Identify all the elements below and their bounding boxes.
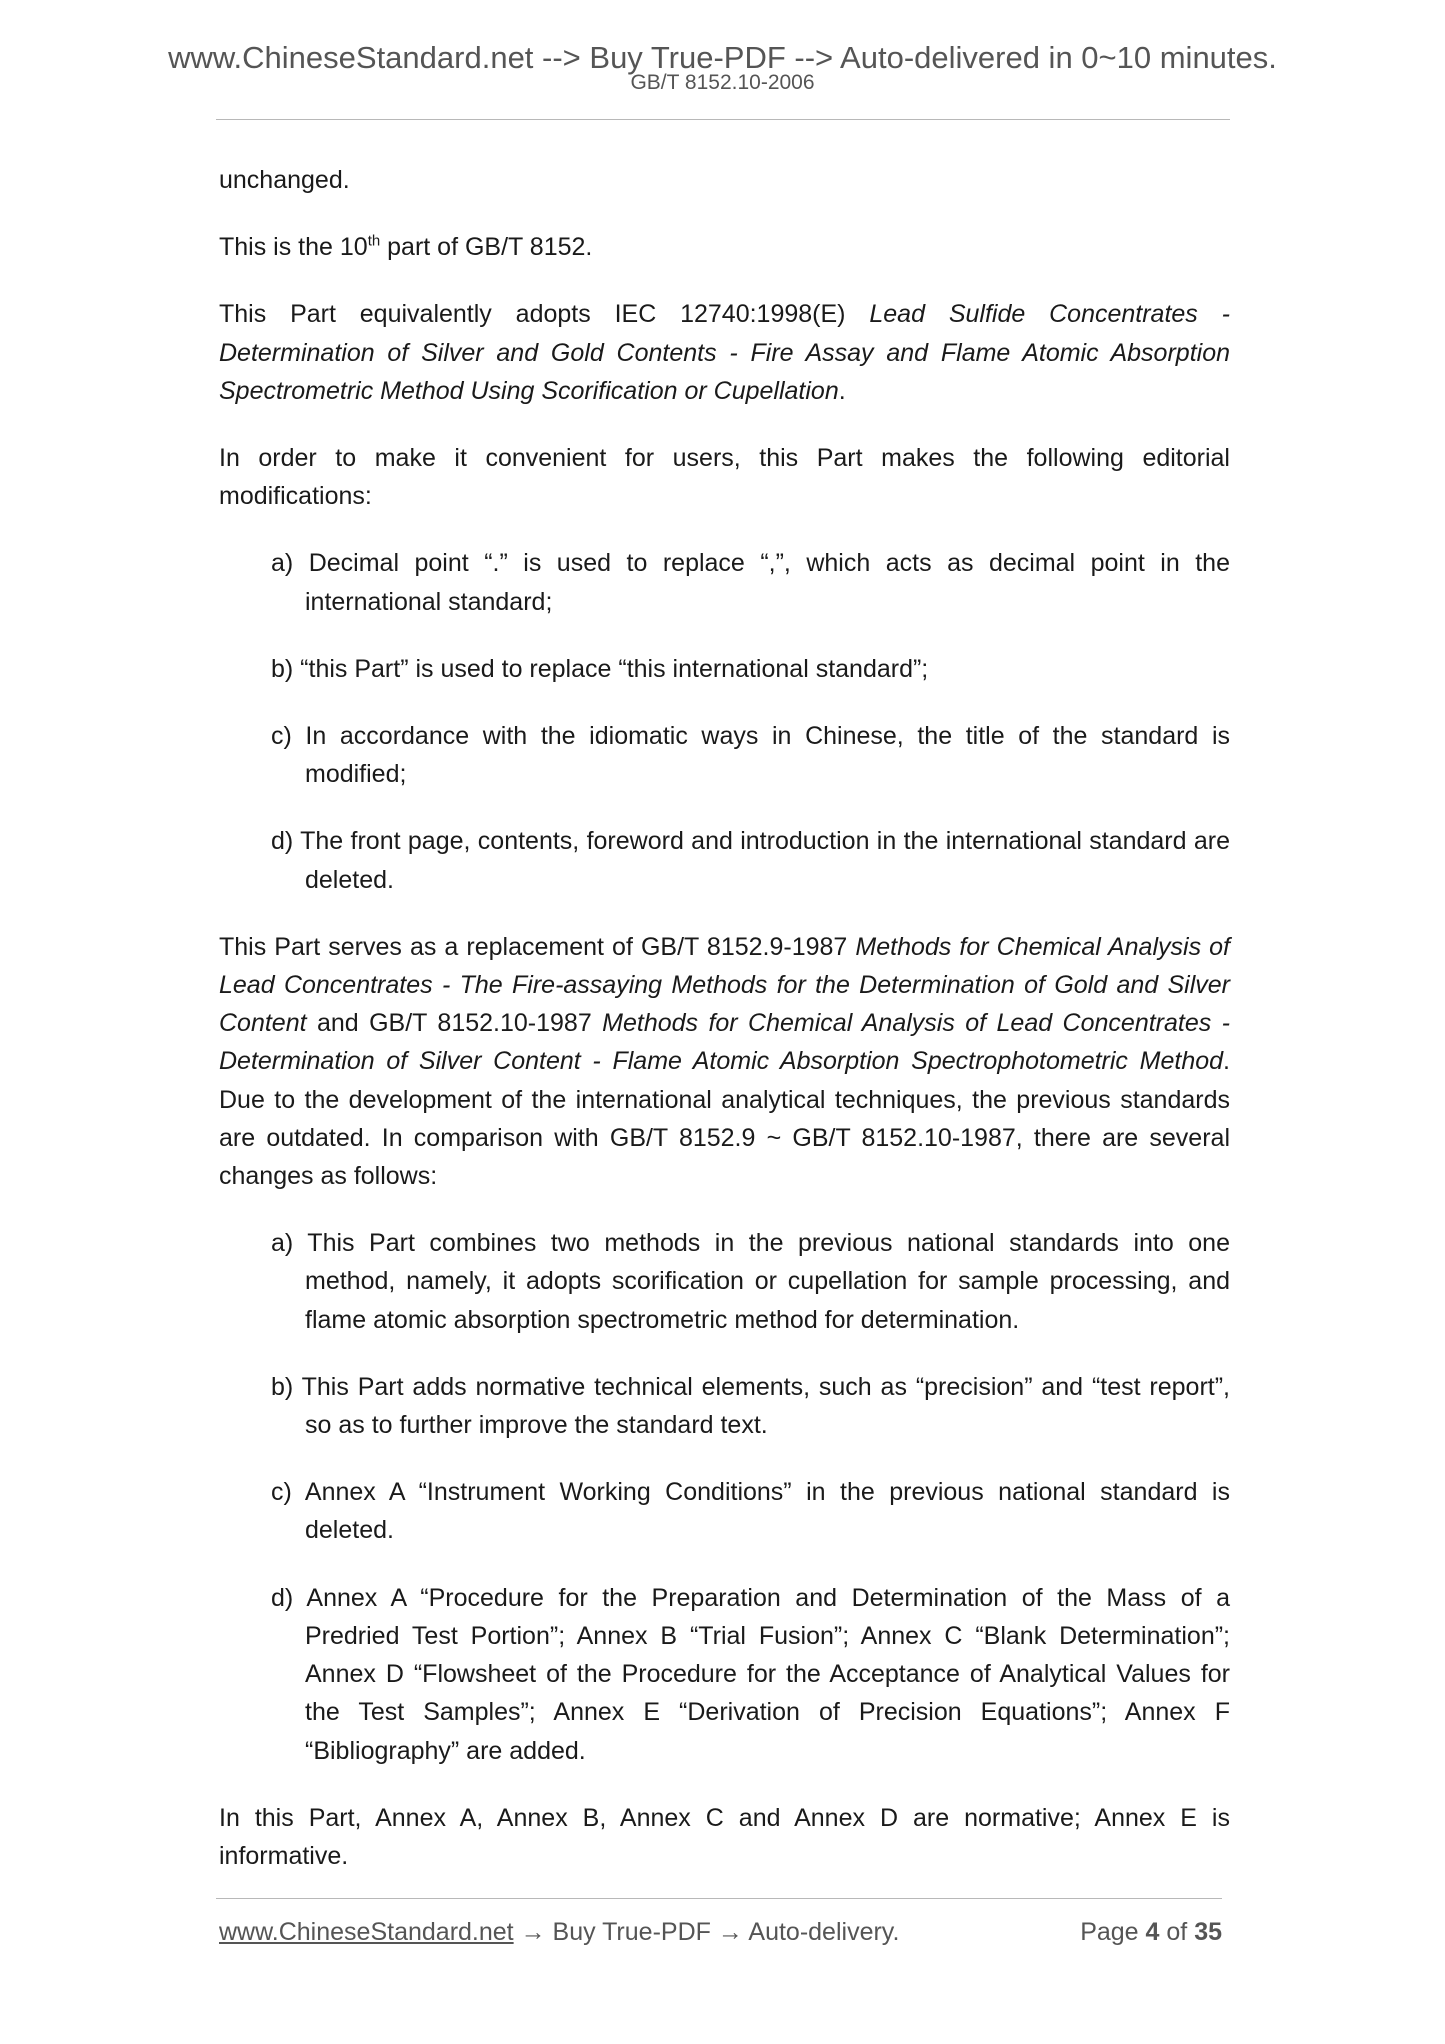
change-item: b) This Part adds normative technical elements, such as “precision” and “test report”, so as to further improve the standard text. [271,1372,1230,1440]
change-item: d) Annex A “Procedure for the Preparation and Determination of the Mass of a Predried Test Portion”; Annex B “Trial Fusion”; Annex C “Blank Determination”; Annex D “Flowsheet of the Procedure for the Acceptance of Analytical Values for the Test Samples”; Annex E “Derivation of Precision Equations”; Annex F “Bibliography” are added. [271,1583,1230,1765]
paragraph-annex-status: In this Part, Annex A, Annex B, Annex C and Annex D are normative; Annex E is informative. [219,1803,1230,1870]
editorial-mod-item: d) The front page, contents, foreword and introduction in the international standard are deleted. [271,827,1230,894]
change-item: a) This Part combines two methods in the previous national standards into one method, namely, it adopts scorification or cupellation for sample processing, and flame atomic absorption spectrometric method for determination. [271,1229,1230,1334]
current-page: 4 [1145,1918,1160,1946]
banner-header: www.ChineseStandard.net --> Buy True-PDF --> Auto-delivered in 0~10 minutes. [168,40,1277,75]
replaced-standard-title: Methods for Chemical Analysis of Lead Concentrates - Determination of Silver Content - Flame Atomic Absorption Spectrophotometric Method [219,1009,1230,1076]
paragraph-unchanged: unchanged. [219,166,350,194]
paragraph-replacement: This Part serves as a replacement of GB/T 8152.9-1987 Methods for Chemical Analysis of Lead Concentrates - The Fire-assaying Methods for the Determination of Gold and Silver Content and GB/T 8152.10-1987 Methods for Chemical Analysis of Lead Concentrates - Determination of Silver Content - Flame Atomic Absorption Spectrophotometric Method. Due to the development of the international analytical techniques, the previous standards are outdated. In comparison with GB/T 8152.9 ~ GB/T 8152.10-1987, there are several changes as follows: [219,932,1230,1191]
iec-standard-title: Lead Sulfide Concentrates - Determination of Silver and Gold Contents - Fire Assay and Flame Atomic Absorption Spectrometric Method Using Scorification or Cupellation [219,300,1230,405]
footer-divider [216,1898,1222,1899]
replaced-standard-title: Methods for Chemical Analysis of Lead Concentrates - The Fire-assaying Methods for the Determination of Gold and Silver Content [219,932,1230,1038]
document-body [219,161,1230,1904]
change-item: c) Annex A “Instrument Working Conditions” in the previous national standard is deleted. [271,1478,1230,1545]
page-indicator: Page 4 of 35 [1080,1918,1222,1946]
website-link[interactable]: www.ChineseStandard.net [219,1918,514,1946]
editorial-mod-item: c) In accordance with the idiomatic ways in Chinese, the title of the standard is modified; [271,722,1230,789]
ordinal-suffix: th [367,232,381,250]
paragraph-part-number: This is the 10th part of GB/T 8152. [219,232,593,262]
total-pages: 35 [1194,1918,1222,1946]
editorial-mod-item: b) “this Part” is used to replace “this international standard”; [271,654,929,683]
paragraph-editorial-intro: In order to make it convenient for users, this Part makes the following editorial modifications: [219,444,1230,511]
header-divider [216,119,1230,120]
page-footer [219,1915,1222,1949]
footer-left [219,1915,899,1949]
editorial-mod-item: a) Decimal point “.” is used to replace “,”, which acts as decimal point in the international standard; [271,549,1230,616]
paragraph-adoption: This Part equivalently adopts IEC 12740:1998(E) Lead Sulfide Concentrates - Determination of Silver and Gold Contents - Fire Assay and Flame Atomic Absorption Spectrometric Method Using Scorification or Cupellation. [219,300,1230,405]
footer-tagline: → Buy True-PDF → Auto-delivery. [513,1918,900,1946]
standard-id: GB/T 8152.10-2006 [630,71,815,94]
